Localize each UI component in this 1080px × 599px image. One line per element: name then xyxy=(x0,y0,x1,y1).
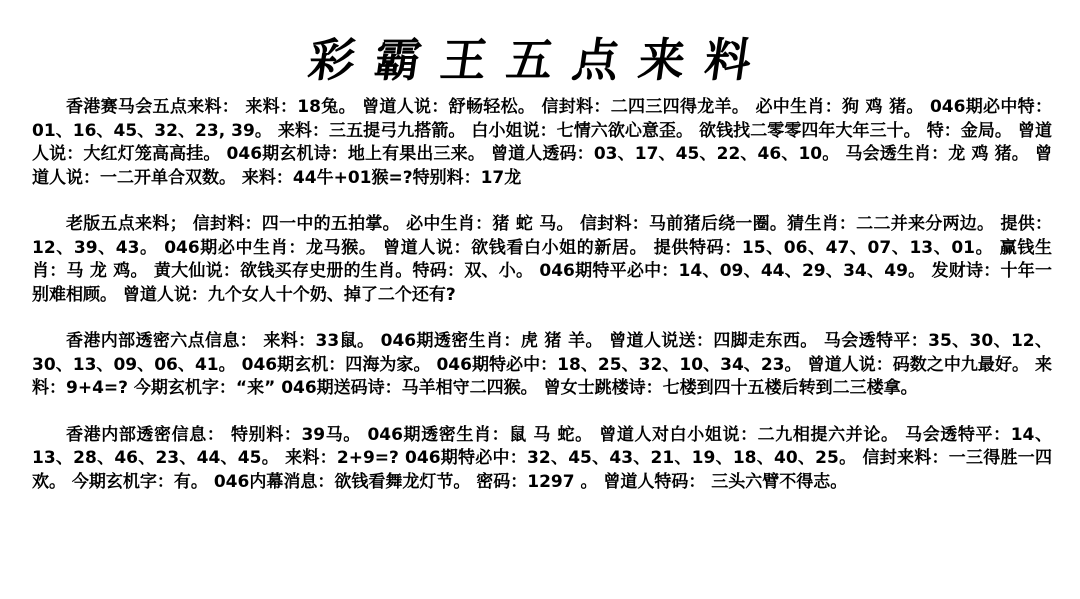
paragraph-six-point-secret: 香港内部透密六点信息： 来料：33鼠。 046期透密生肖：虎 猪 羊。 曾道人说送：四脚走东西。 马会透特平：35、30、12、30、13、09、06、41。 046期玄机：四海为家。 046期特必中：18、25、32、10、34、23。 曾道人说：码数之中九最好。 来料：9+4=? 今期玄机字：“来” 046期送码诗：马羊相守二四猴。 曾女士跳楼诗：七楼到四十五楼后转到二三楼拿。 xyxy=(32,331,1052,398)
paragraph-internal-secret: 香港内部透密信息： 特别料：39马。 046期透密生肖：鼠 马 蛇。 曾道人对白小姐说：二九相提六并论。 马会透特平：14、13、28、46、23、44、45。 来料：2+9=? 046期特必中：32、45、43、21、19、18、40、25。 信封来料：一三得胜一四欢。 今期玄机字：有。 046内幕消息：欲钱看舞龙灯节。 密码：1297 。 曾道人特码： 三头六臂不得志。 xyxy=(32,424,1052,492)
paragraph-old-version-info: 老版五点来料； 信封料：四一中的五拍掌。 必中生肖：猪 蛇 马。 信封料：马前猪后绕一圈。猜生肖：二二并来分两边。 提供：12、39、43。 046期必中生肖：龙马猴。 曾道人说：欲钱看白小姐的新居。 提供特码：15、06、47、07、13、01。 赢钱生肖：马 龙 鸡。 黄大仙说：欲钱买存史册的生肖。特码：双、小。 046期特平必中：14、09、44、29、34、49。 发财诗：十年一别难相顾。 曾道人说：九个女人十个奶、掉了二个还有? xyxy=(32,214,1052,305)
article-body xyxy=(32,96,1052,494)
page-title: 彩霸王五点来料 xyxy=(305,33,775,87)
paragraph-five-point-info: 香港赛马会五点来料： 来料：18兔。 曾道人说：舒畅轻松。 信封料：二四三四得龙羊。 必中生肖：狗 鸡 猪。 046期必中特：01、16、45、32、23, 39。 来料：三五提弓九搭箭。 白小姐说：七情六欲心意歪。 欲钱找二零零四年大年三十。 特：金局。 曾道人说：大红灯笼高高挂。 046期玄机诗：地上有果出三来。 曾道人透码：03、17、45、22、46、10。 马会透生肖：龙 鸡 猪。 曾道人说：一二开单合双数。 来料：44牛+01猴=?特别料：17龙 xyxy=(32,97,1052,188)
